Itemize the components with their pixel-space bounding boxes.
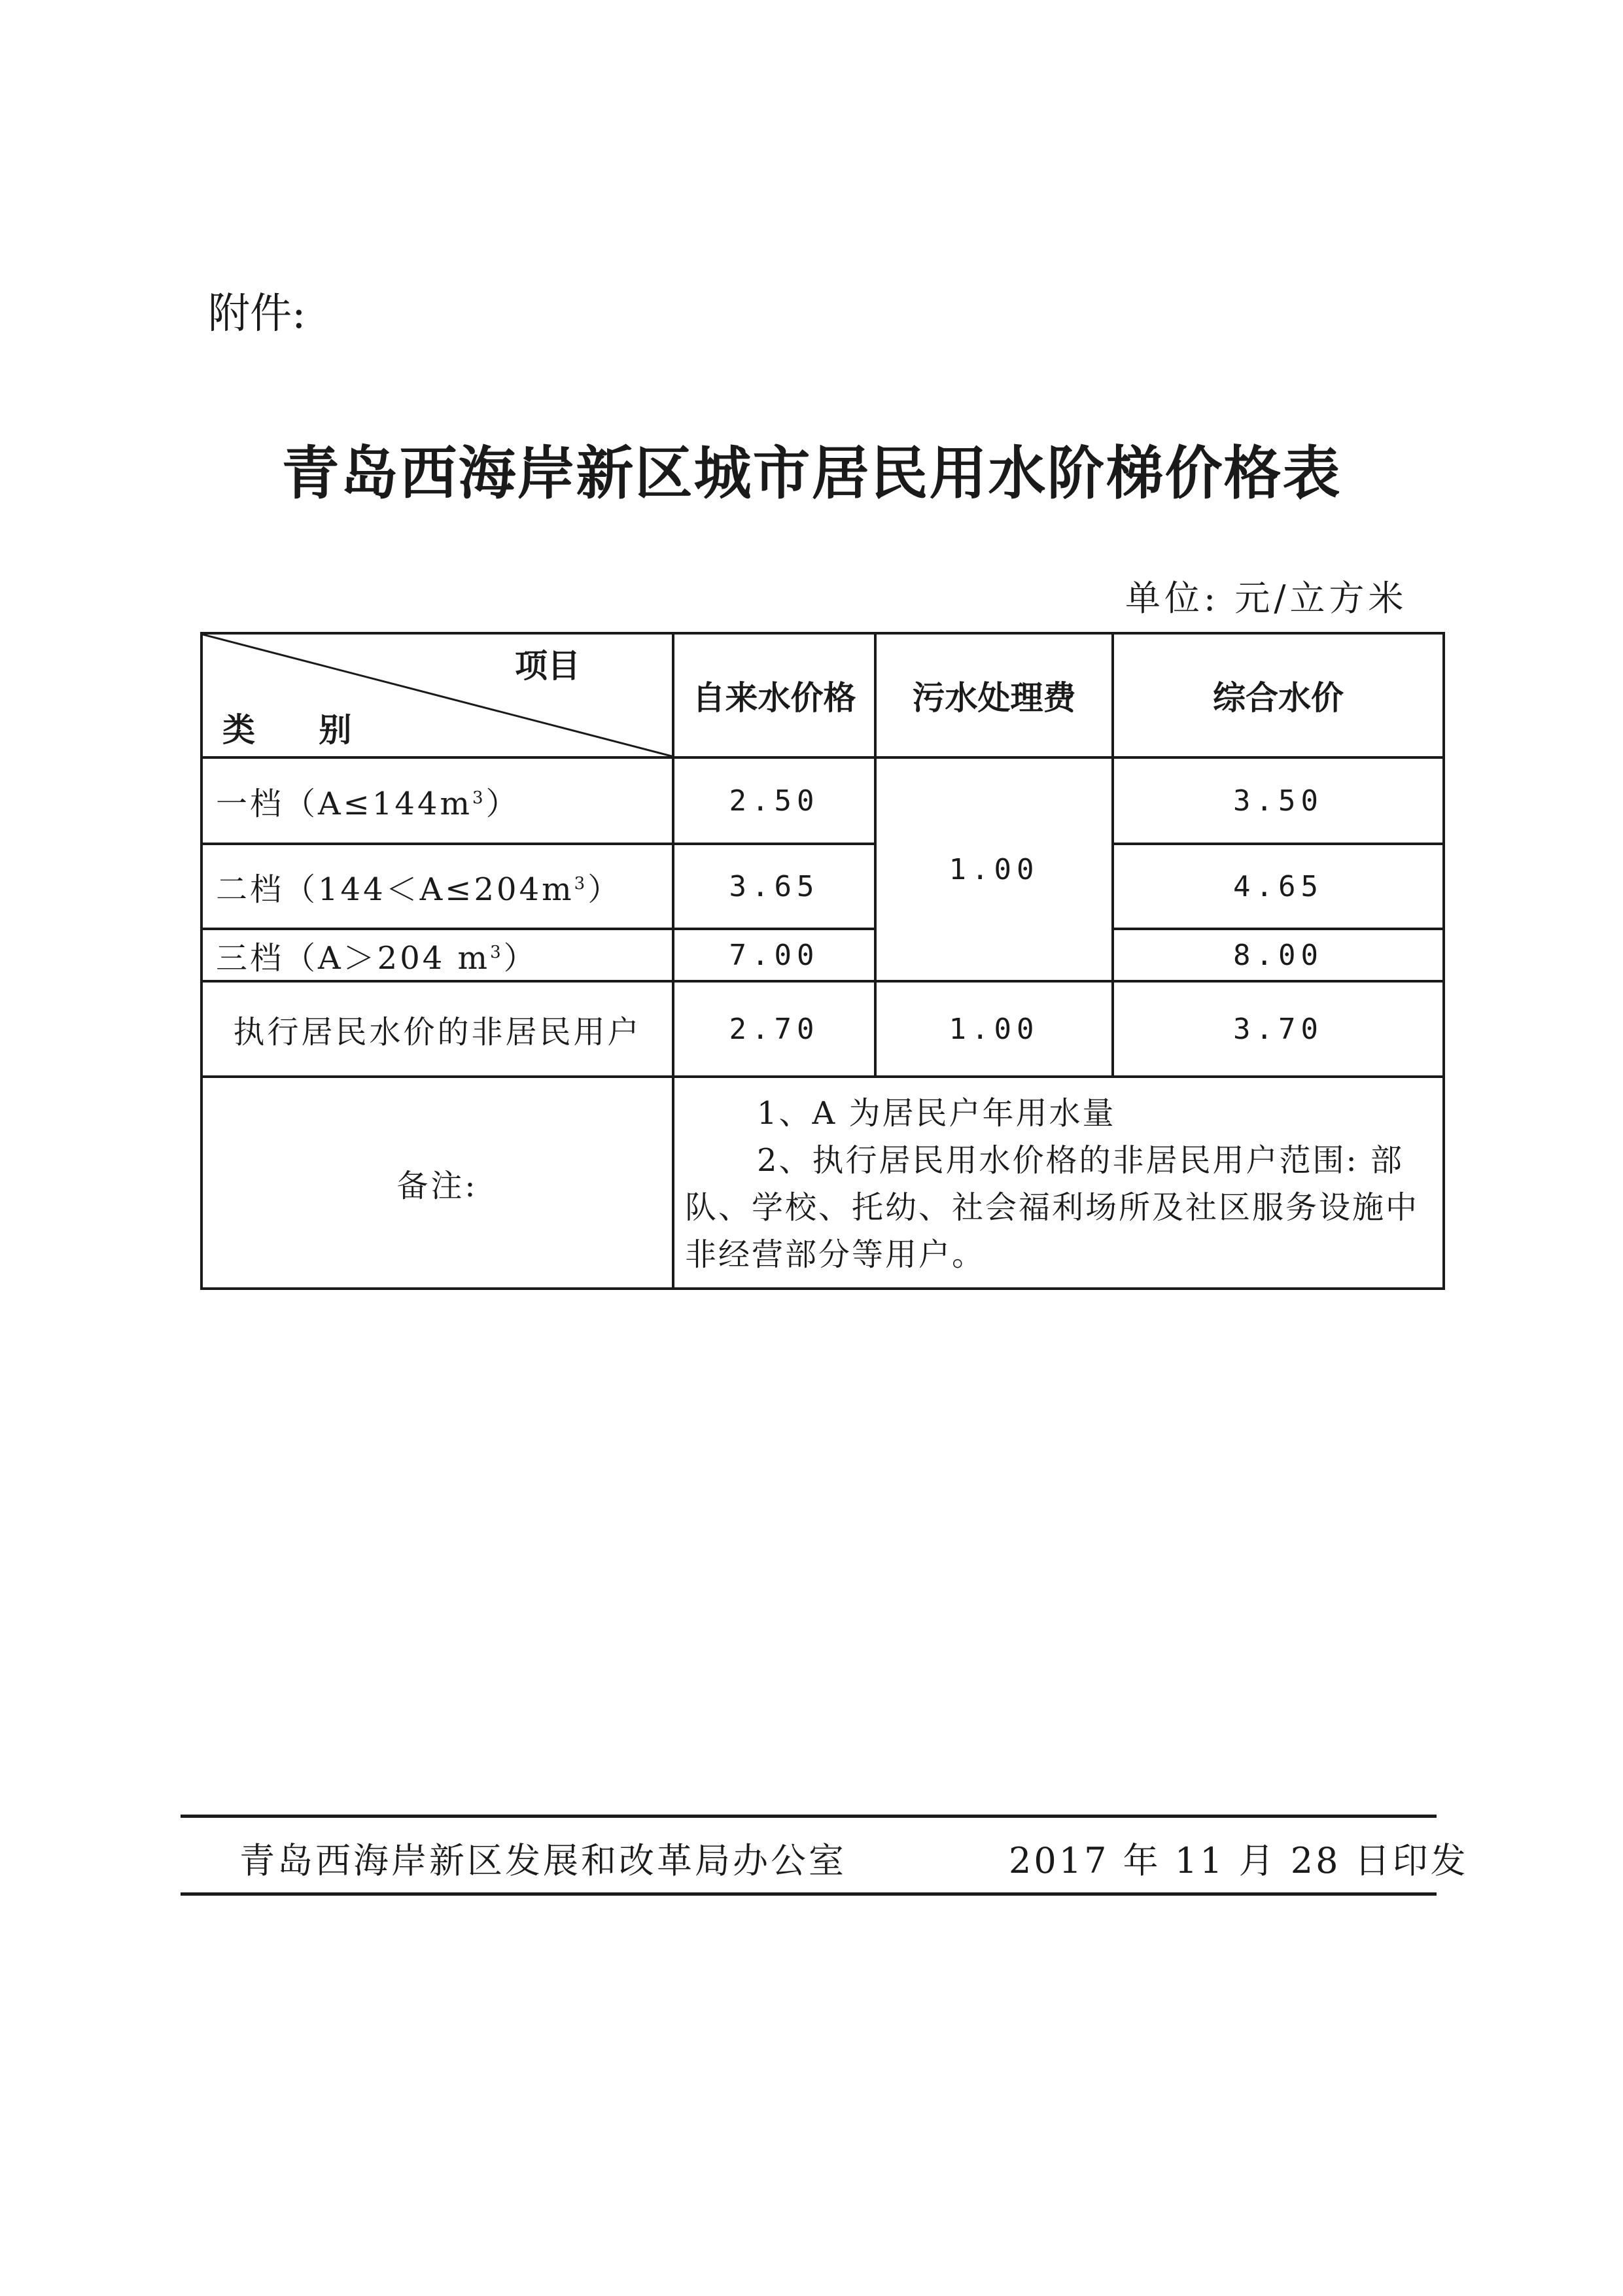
column-header-sewage-fee: 污水处理费 [875, 633, 1113, 757]
tier-2-combined-price: 4.65 [1113, 844, 1444, 929]
non-resident-label: 执行居民水价的非居民用户 [201, 981, 673, 1077]
table-row-notes [201, 1077, 1444, 1289]
non-resident-sewage-fee: 1.00 [875, 981, 1113, 1077]
tier-1-label: 一档$(A\le 144m^3)$ [201, 757, 673, 844]
document-title: 青岛西海岸新区城市居民用水阶梯价格表 [281, 440, 1342, 507]
tier-2-label: 二档$(144<A\le 204m^3)$ [201, 844, 673, 929]
note-item-2: 2、执行居民用水价格的非居民用户范围: 部队、学校、托幼、社会福利场所及社区服务设施中非经营部分等用户。 [685, 1142, 1420, 1273]
diagonal-header-cell [201, 633, 673, 757]
water-price-table [200, 632, 1445, 1290]
tier-3-combined-price: 8.00 [1113, 929, 1444, 981]
tier-3-label: 三档（A＞204 $m^3$） [201, 929, 673, 981]
column-header-combined-price: 综合水价 [1113, 633, 1444, 757]
table-row-tier-1 [201, 757, 1444, 844]
tier-3-tap-water-price: 7.00 [673, 929, 875, 981]
table-row-tier-2 [201, 844, 1444, 929]
tier-2-tap-water-price: 3.65 [673, 844, 875, 929]
footer-rule-bottom [181, 1892, 1437, 1896]
tier-1-tap-water-price: 2.50 [673, 757, 875, 844]
table-header-row [201, 633, 1444, 757]
non-resident-tap-water-price: 2.70 [673, 981, 875, 1077]
notes-label: 备注: [201, 1077, 673, 1289]
non-resident-combined-price: 3.70 [1113, 981, 1444, 1077]
column-header-tap-water: 自来水价格 [673, 633, 875, 757]
note-item-1: 1、A 为居民户年用水量 [757, 1095, 1116, 1132]
attachment-label: 附件: [208, 290, 306, 338]
footer-rule-top [181, 1815, 1437, 1818]
table-row-non-resident [201, 981, 1444, 1077]
footer-issue-date: 2017 年 11 月 28 日印发 [1009, 1840, 1469, 1881]
unit-note: 单位: 元/立方米 [1125, 578, 1408, 619]
tier-sewage-fee-merged: 1.00 [875, 757, 1113, 981]
footer-issuer: 青岛西海岸新区发展和改革局办公室 [239, 1840, 846, 1881]
notes-content [673, 1077, 1444, 1289]
table-row-tier-3 [201, 929, 1444, 981]
tier-1-combined-price: 3.50 [1113, 757, 1444, 844]
header-category-label: 类 别 [222, 711, 378, 749]
header-item-label: 项目 [515, 647, 580, 685]
